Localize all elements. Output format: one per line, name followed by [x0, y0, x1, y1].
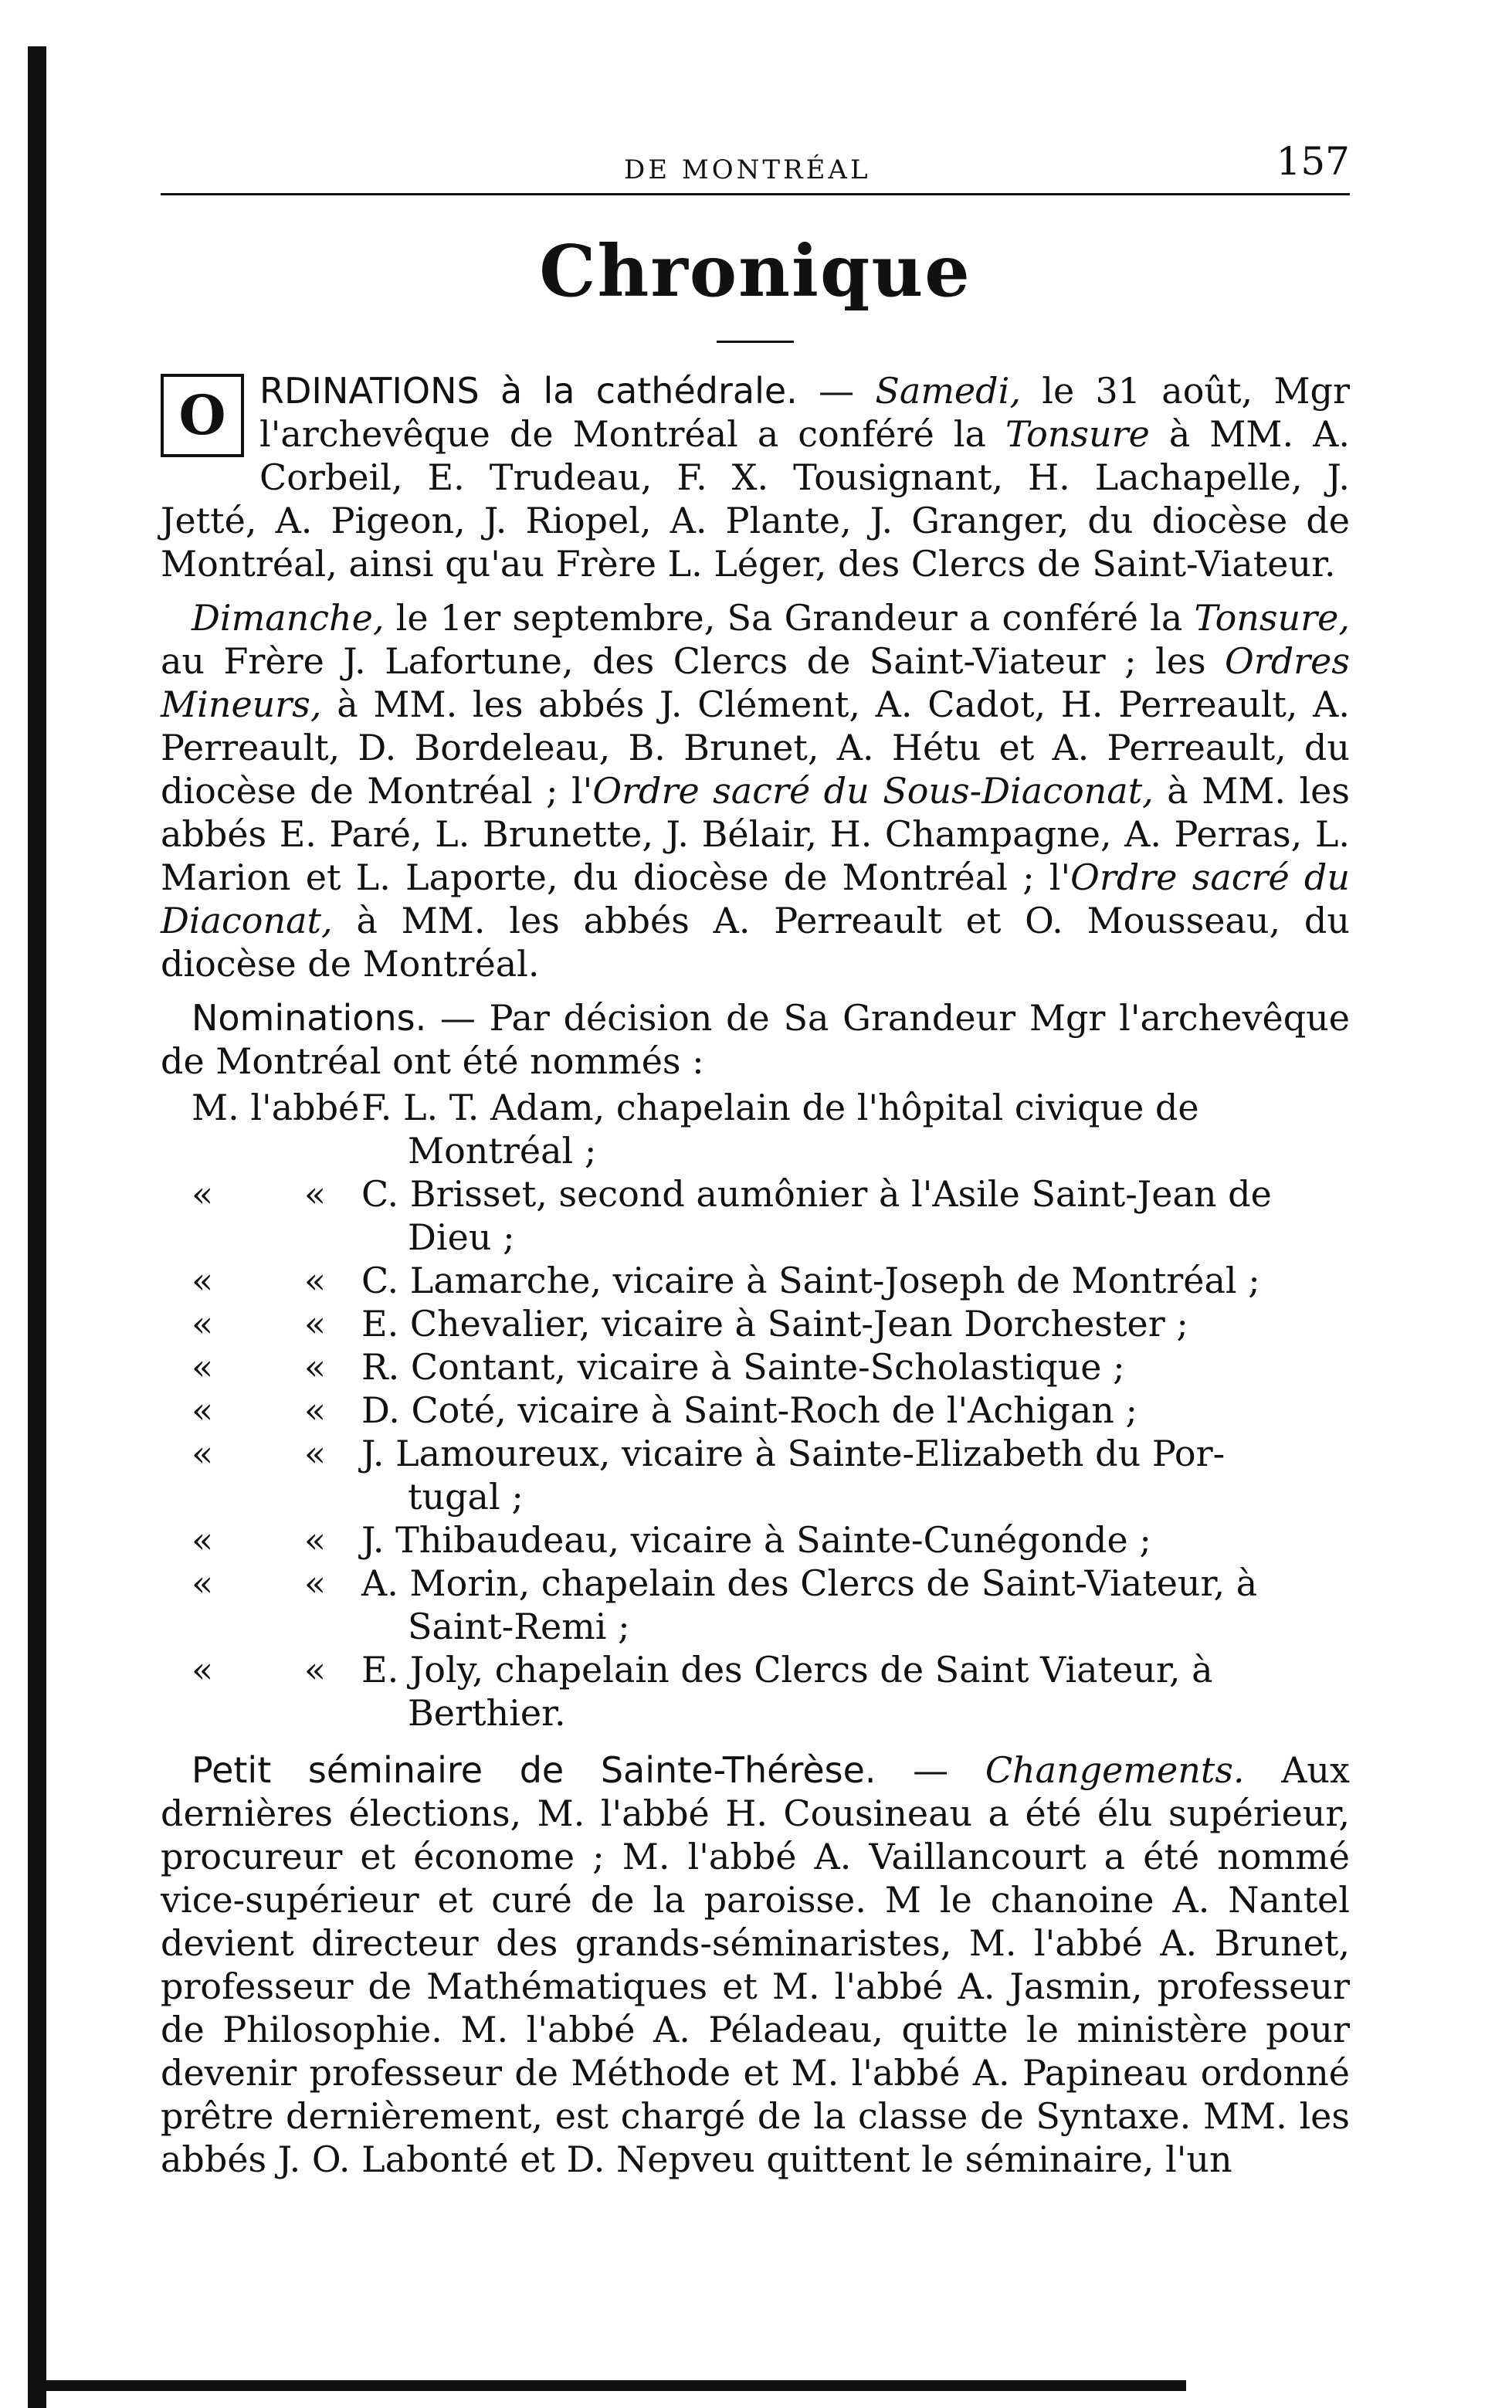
dimanche-text-1: le 1er septembre, Sa Grandeur a conféré la — [384, 597, 1195, 639]
ordinations-tonsure: Tonsure — [1005, 413, 1150, 455]
dimanche-date: Dimanche, — [192, 597, 385, 639]
ditto-mark: « — [303, 1389, 327, 1431]
ordre-diaconat: Ordre sacré du Diaconat, — [161, 856, 1350, 941]
list-item-cont — [161, 1475, 1350, 1518]
ditto-mark: « — [303, 1649, 327, 1691]
header-rule — [161, 193, 1350, 195]
list-text: F. L. T. Adam, chapelain de l'hôpital civique de — [361, 1087, 1199, 1128]
seminaire-title: Petit séminaire de Sainte-Thérèse. — [192, 1749, 876, 1791]
list-item — [161, 1518, 1350, 1562]
ditto-mark: « — [303, 1519, 327, 1561]
page-number: 157 — [1276, 139, 1350, 184]
ordinations-title: RDINATIONS à la cathédrale. — [259, 370, 798, 412]
dash: — — [426, 997, 490, 1039]
ditto-mark: « — [303, 1433, 327, 1474]
list-prefix: M. l'abbé — [192, 1087, 360, 1128]
ditto-mark: « — [192, 1303, 214, 1345]
nominations-list — [161, 1086, 1350, 1735]
running-title: DE MONTRÉAL — [624, 154, 871, 185]
list-item — [161, 1259, 1350, 1302]
nominations-paragraph — [161, 996, 1350, 1083]
ditto-mark: « — [192, 1562, 214, 1604]
dimanche-text-2: au Frère J. Lafortune, des Clercs de Saint-Viateur ; les — [161, 640, 1226, 682]
nominations-intro: Par décision de Sa Grandeur Mgr l'archevêque de Montréal ont été nommés : — [161, 997, 1350, 1082]
dimanche-tonsure: Tonsure, — [1194, 597, 1350, 639]
ordinations-text-1: le 31 août, Mgr l'archevêque de Montréal a conféré la — [259, 370, 1350, 455]
dimanche-paragraph — [161, 596, 1350, 985]
ditto-mark: « — [192, 1346, 214, 1388]
seminaire-subtitle: Changements. — [985, 1749, 1245, 1791]
list-text: D. Coté, vicaire à Saint-Roch de l'Achigan ; — [361, 1389, 1138, 1431]
list-text: A. Morin, chapelain des Clercs de Saint-Viateur, à — [361, 1562, 1258, 1604]
article-body — [161, 369, 1350, 2181]
ordre-sous-diaconat: Ordre sacré du Sous-Diaconat, — [592, 770, 1154, 812]
list-item — [161, 1345, 1350, 1389]
nominations-title: Nominations. — [192, 997, 427, 1039]
list-text: E. Chevalier, vicaire à Saint-Jean Dorchester ; — [361, 1303, 1188, 1345]
dash: — — [797, 370, 876, 412]
list-cont: Berthier. — [408, 1692, 566, 1734]
ordres-mineurs: Ordres Mineurs, — [161, 640, 1350, 725]
list-cont: Dieu ; — [408, 1216, 515, 1258]
list-item — [161, 1432, 1350, 1475]
list-item-cont — [161, 1691, 1350, 1735]
ditto-mark: « — [303, 1260, 327, 1301]
ditto-mark: « — [192, 1519, 214, 1561]
list-text: J. Lamoureux, vicaire à Sainte-Elizabeth du Por- — [361, 1433, 1226, 1474]
dimanche-text-5: à MM. les abbés A. Perreault et O. Mousseau, du diocèse de Montréal. — [161, 900, 1350, 985]
scan-border-bottom — [28, 2380, 1186, 2391]
list-item — [161, 1648, 1350, 1691]
list-item-cont — [161, 1216, 1350, 1259]
section-heading: Chronique — [539, 229, 971, 313]
list-item — [161, 1302, 1350, 1345]
dimanche-text-4: à MM. les abbés E. Paré, L. Brunette, J. Bélair, H. Champagne, A. Perras, L. Marion et L. Laporte, du diocèse de Montréal ; l' — [161, 770, 1351, 898]
ditto-mark: « — [192, 1389, 214, 1431]
ditto-mark: « — [303, 1303, 327, 1345]
running-head — [161, 116, 1350, 193]
scan-border-left — [28, 46, 46, 2408]
list-cont: tugal ; — [408, 1476, 524, 1518]
list-item-cont — [161, 1129, 1350, 1172]
ordinations-paragraph — [161, 369, 1350, 585]
heading-rule — [717, 341, 794, 343]
list-item — [161, 1172, 1350, 1216]
ordinations-date: Samedi, — [875, 370, 1021, 412]
list-text: C. Lamarche, vicaire à Saint-Joseph de Montréal ; — [361, 1260, 1260, 1301]
dash: — — [876, 1749, 985, 1791]
list-text: J. Thibaudeau, vicaire à Sainte-Cunégonde ; — [361, 1519, 1151, 1561]
list-item — [161, 1389, 1350, 1432]
dimanche-text-3: à MM. les abbés J. Clément, A. Cadot, H. Perreault, A. Perreault, D. Bordeleau, B. Brunet, A. Hétu et A. Perreault, du diocèse de Montréal ; l' — [161, 683, 1350, 812]
ditto-mark: « — [192, 1649, 214, 1691]
list-text: R. Contant, vicaire à Sainte-Scholastique ; — [361, 1346, 1125, 1388]
ditto-mark: « — [303, 1173, 327, 1215]
list-text: E. Joly, chapelain des Clercs de Saint Viateur, à — [361, 1649, 1213, 1691]
list-cont: Montréal ; — [408, 1130, 597, 1172]
list-text: C. Brisset, second aumônier à l'Asile Saint-Jean de — [361, 1173, 1272, 1215]
list-cont: Saint-Remi ; — [408, 1606, 630, 1647]
ditto-mark: « — [303, 1346, 327, 1388]
page — [161, 116, 1350, 2192]
seminaire-paragraph — [161, 1748, 1350, 2181]
list-item — [161, 1086, 1350, 1129]
ditto-mark: « — [192, 1260, 214, 1301]
ditto-mark: « — [192, 1173, 214, 1215]
drop-cap-ornament: O — [161, 374, 244, 457]
list-item — [161, 1562, 1350, 1605]
ordinations-text-2: à MM. A. Corbeil, E. Trudeau, F. X. Tousignant, H. Lachapelle, J. Jetté, A. Pigeon, J. Riopel, A. Plante, J. Granger, du diocèse de Montréal, ainsi qu'au Frère L. Léger, des Clercs de Saint-Viateur. — [161, 413, 1350, 585]
list-item-cont — [161, 1605, 1350, 1648]
ditto-mark: « — [303, 1562, 327, 1604]
seminaire-text: Aux dernières élections, M. l'abbé H. Cousineau a été élu supérieur, procureur et économe ; M. l'abbé A. Vaillancourt a été nommé vice-supérieur et curé de la paroisse. M le chanoine A. Nantel devient directeur des grands-séminaristes, M. l'abbé A. Brunet, professeur de Mathématiques et M. l'abbé A. Jasmin, professeur de Philosophie. M. l'abbé A. Péladeau, quitte le ministère pour devenir professeur de Méthode et M. l'abbé A. Papineau ordonné prêtre dernièrement, est chargé de la classe de Syntaxe. MM. les abbés J. O. Labonté et D. Nepveu quittent le séminaire, l'un — [161, 1749, 1350, 2180]
ditto-mark: « — [192, 1433, 214, 1474]
